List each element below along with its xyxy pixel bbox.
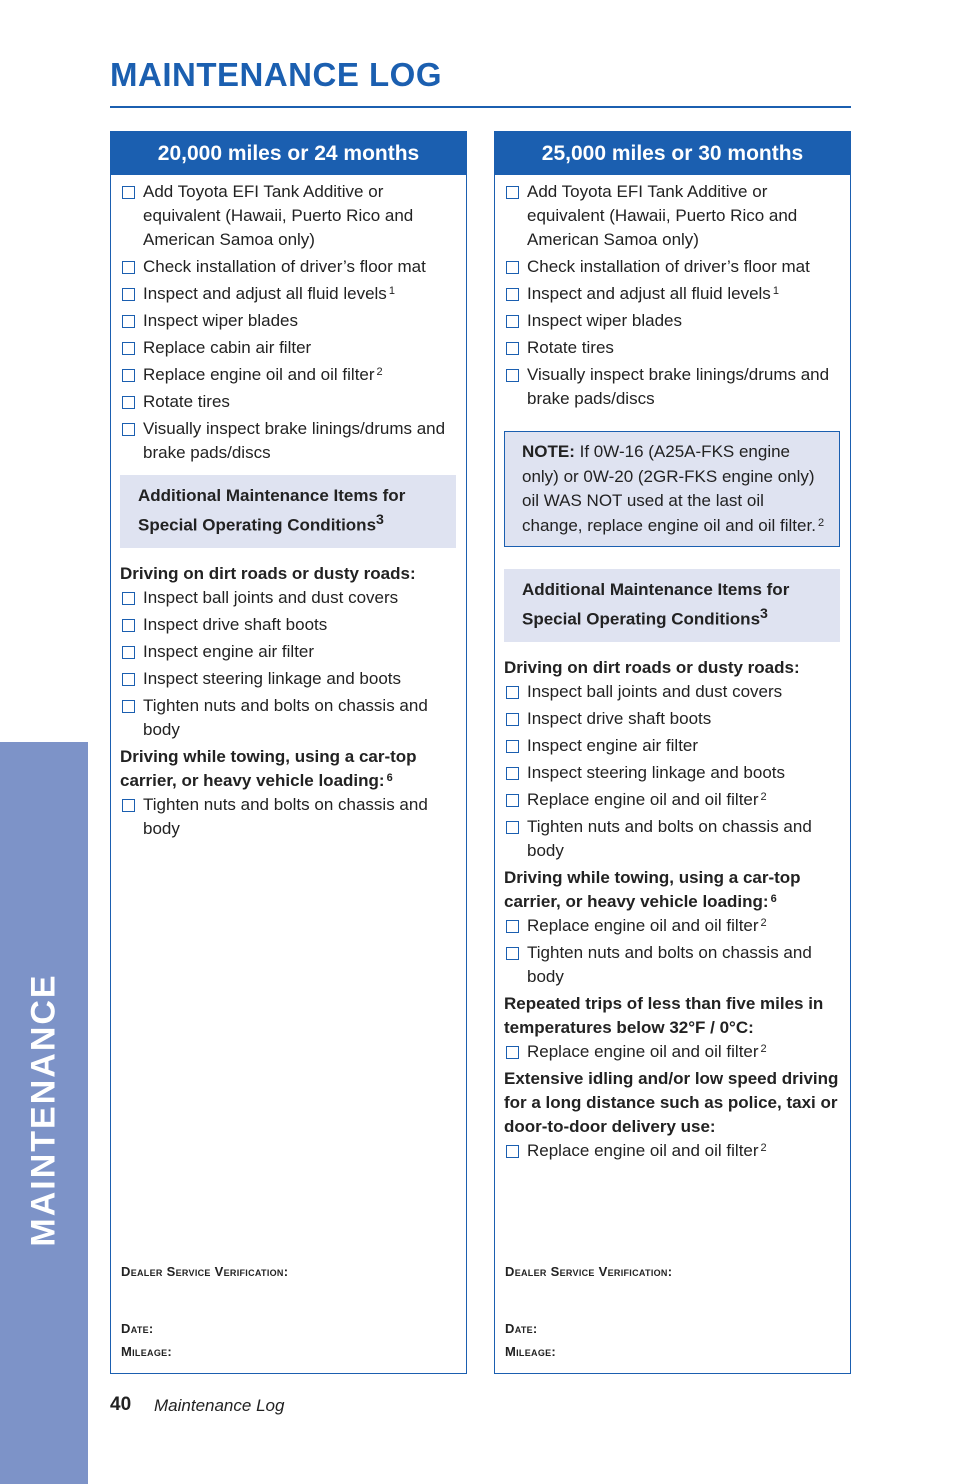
checkbox[interactable] bbox=[506, 686, 519, 699]
footnote-ref: 2 bbox=[817, 516, 825, 529]
item-text: Tighten nuts and bolts on chassis and body bbox=[527, 816, 812, 860]
footnote-ref: 3 bbox=[376, 512, 384, 528]
checklist-item bbox=[504, 1040, 840, 1064]
footnote-ref: 2 bbox=[376, 366, 383, 378]
condition-heading bbox=[504, 866, 840, 914]
panel-header: 20,000 miles or 24 months bbox=[111, 132, 466, 175]
checklist-item bbox=[504, 761, 840, 785]
checklist-item bbox=[120, 613, 456, 637]
dealer-verification-label: Dealer Service Verification: bbox=[505, 1264, 673, 1279]
checklist-item bbox=[504, 180, 840, 252]
checkbox[interactable] bbox=[506, 947, 519, 960]
page-title: MAINTENANCE LOG bbox=[110, 56, 442, 93]
item-text: Inspect drive shaft boots bbox=[527, 708, 712, 728]
special-conditions-box bbox=[504, 569, 840, 642]
item-text: Replace engine oil and oil filter bbox=[143, 365, 375, 384]
item-text: Visually inspect brake linings/drums and brake pads/discs bbox=[527, 365, 830, 408]
special-conditions-title: Additional Maintenance Items for Special Operating Conditions bbox=[138, 486, 406, 535]
checkbox[interactable] bbox=[506, 288, 519, 301]
footnote-ref: 6 bbox=[770, 892, 777, 905]
condition-heading-text: Driving while towing, using a car-top carrier, or heavy vehicle loading: bbox=[504, 867, 801, 911]
checkbox[interactable] bbox=[506, 767, 519, 780]
checklist-item bbox=[120, 282, 456, 306]
checklist-item bbox=[504, 914, 840, 938]
checkbox[interactable] bbox=[122, 342, 135, 355]
checklist-item bbox=[504, 680, 840, 704]
checklist-item bbox=[120, 309, 456, 333]
checklist-item bbox=[504, 282, 840, 306]
checklist-item bbox=[504, 255, 840, 279]
log-panel-25000 bbox=[494, 131, 851, 1374]
checklist-item bbox=[120, 255, 456, 279]
condition-heading bbox=[504, 1067, 840, 1139]
special-conditions-title: Additional Maintenance Items for Special Operating Conditions bbox=[522, 580, 790, 629]
checkbox[interactable] bbox=[122, 186, 135, 199]
checklist-item bbox=[504, 1139, 840, 1163]
condition-heading-text: Extensive idling and/or low speed driving for a long distance such as police, taxi or door-to-door delivery use: bbox=[504, 1068, 839, 1136]
item-text: Inspect ball joints and dust covers bbox=[527, 681, 783, 701]
checkbox[interactable] bbox=[506, 821, 519, 834]
item-text: Replace engine oil and oil filter bbox=[527, 789, 759, 809]
checkbox[interactable] bbox=[122, 700, 135, 713]
checklist-item bbox=[120, 180, 456, 252]
panel-body bbox=[111, 175, 466, 841]
checklist-item bbox=[120, 640, 456, 664]
item-text: Inspect engine air filter bbox=[143, 641, 315, 661]
item-text: Inspect engine air filter bbox=[527, 735, 699, 755]
footnote-ref: 1 bbox=[388, 285, 395, 297]
checkbox[interactable] bbox=[506, 342, 519, 355]
item-text: Inspect drive shaft boots bbox=[143, 614, 328, 634]
log-panel-20000 bbox=[110, 131, 467, 1374]
mileage-label: Mileage: bbox=[505, 1344, 557, 1359]
checklist-item bbox=[504, 941, 840, 989]
checkbox[interactable] bbox=[122, 369, 135, 382]
item-text: Add Toyota EFI Tank Additive or equivalent (Hawaii, Puerto Rico and American Samoa only) bbox=[143, 182, 414, 249]
checklist-item bbox=[504, 707, 840, 731]
item-text: Inspect wiper blades bbox=[143, 311, 298, 330]
checklist-item bbox=[120, 667, 456, 691]
footer-section-label: Maintenance Log bbox=[154, 1396, 285, 1415]
condition-heading bbox=[120, 562, 456, 586]
footnote-ref: 2 bbox=[760, 916, 767, 929]
note-box bbox=[504, 431, 840, 547]
footnote-ref: 2 bbox=[760, 790, 767, 803]
item-text: Replace engine oil and oil filter bbox=[527, 1041, 759, 1061]
checkbox[interactable] bbox=[506, 713, 519, 726]
item-text: Add Toyota EFI Tank Additive or equivalent (Hawaii, Puerto Rico and American Samoa only) bbox=[527, 182, 798, 249]
checkbox[interactable] bbox=[122, 646, 135, 659]
item-text: Rotate tires bbox=[527, 338, 614, 357]
date-label: Date: bbox=[121, 1321, 154, 1336]
checklist-item bbox=[504, 309, 840, 333]
note-label: NOTE: bbox=[522, 442, 575, 461]
checkbox[interactable] bbox=[506, 1145, 519, 1158]
checkbox[interactable] bbox=[506, 315, 519, 328]
checkbox[interactable] bbox=[506, 1046, 519, 1059]
item-text: Inspect wiper blades bbox=[527, 311, 682, 330]
page-number: 40 bbox=[110, 1394, 132, 1415]
side-tab-label: MAINTENANCE bbox=[24, 973, 63, 1247]
item-text: Inspect ball joints and dust covers bbox=[143, 587, 399, 607]
checkbox[interactable] bbox=[122, 619, 135, 632]
item-text: Rotate tires bbox=[143, 392, 230, 411]
checkbox[interactable] bbox=[506, 920, 519, 933]
panel-body bbox=[495, 175, 850, 1163]
panel-header: 25,000 miles or 30 months bbox=[495, 132, 850, 175]
item-text: Inspect steering linkage and boots bbox=[143, 668, 402, 688]
checkbox[interactable] bbox=[122, 261, 135, 274]
condition-heading-text: Repeated trips of less than five miles in temperatures below 32°F / 0°C: bbox=[504, 993, 824, 1037]
checkbox[interactable] bbox=[122, 423, 135, 436]
condition-heading bbox=[504, 992, 840, 1040]
note-text: If 0W-16 (A25A-FKS engine only) or 0W-20 (2GR-FKS engine only) oil WAS NOT used at the last oil change, replace engine oil and oil filter. bbox=[522, 442, 816, 535]
item-text: Inspect steering linkage and boots bbox=[527, 762, 786, 782]
footnote-ref: 1 bbox=[772, 285, 779, 297]
checkbox[interactable] bbox=[506, 369, 519, 382]
checkbox[interactable] bbox=[506, 186, 519, 199]
checkbox[interactable] bbox=[506, 261, 519, 274]
title-rule bbox=[110, 106, 851, 108]
checkbox[interactable] bbox=[506, 794, 519, 807]
checkbox[interactable] bbox=[122, 288, 135, 301]
mileage-label: Mileage: bbox=[121, 1344, 173, 1359]
item-text: Tighten nuts and bolts on chassis and body bbox=[143, 794, 428, 838]
item-text: Visually inspect brake linings/drums and brake pads/discs bbox=[143, 419, 446, 462]
item-text: Replace engine oil and oil filter bbox=[527, 915, 759, 935]
item-text: Replace engine oil and oil filter bbox=[527, 1140, 759, 1160]
condition-heading-text: Driving while towing, using a car-top carrier, or heavy vehicle loading: bbox=[120, 746, 417, 790]
checkbox[interactable] bbox=[122, 799, 135, 812]
condition-heading bbox=[120, 745, 456, 793]
item-text: Inspect and adjust all fluid levels bbox=[143, 284, 387, 303]
checkbox[interactable] bbox=[506, 740, 519, 753]
checklist-item bbox=[504, 815, 840, 863]
footnote-ref: 2 bbox=[760, 1141, 767, 1154]
item-text: Tighten nuts and bolts on chassis and body bbox=[527, 942, 812, 986]
checkbox[interactable] bbox=[122, 396, 135, 409]
condition-heading-text: Driving on dirt roads or dusty roads: bbox=[504, 657, 800, 677]
item-text: Check installation of driver’s floor mat bbox=[143, 257, 426, 276]
footnote-ref: 6 bbox=[386, 771, 393, 784]
footnote-ref: 3 bbox=[760, 606, 768, 622]
checkbox[interactable] bbox=[122, 592, 135, 605]
item-text: Replace cabin air filter bbox=[143, 338, 312, 357]
item-text: Inspect and adjust all fluid levels bbox=[527, 284, 771, 303]
checklist-item bbox=[120, 390, 456, 414]
checklist-item bbox=[120, 336, 456, 360]
checklist-item bbox=[120, 694, 456, 742]
checklist-item bbox=[120, 793, 456, 841]
special-conditions-box bbox=[120, 475, 456, 548]
checklist-item bbox=[120, 586, 456, 610]
condition-heading bbox=[504, 656, 840, 680]
checklist-item bbox=[120, 363, 456, 387]
checklist-item bbox=[120, 417, 456, 465]
condition-heading-text: Driving on dirt roads or dusty roads: bbox=[120, 563, 416, 583]
checkbox[interactable] bbox=[122, 673, 135, 686]
checklist-item bbox=[504, 363, 840, 411]
checklist-item bbox=[504, 336, 840, 360]
checklist-item bbox=[504, 734, 840, 758]
dealer-verification-label: Dealer Service Verification: bbox=[121, 1264, 289, 1279]
checkbox[interactable] bbox=[122, 315, 135, 328]
footnote-ref: 2 bbox=[760, 1042, 767, 1055]
item-text: Check installation of driver’s floor mat bbox=[527, 257, 810, 276]
date-label: Date: bbox=[505, 1321, 538, 1336]
item-text: Tighten nuts and bolts on chassis and body bbox=[143, 695, 428, 739]
checklist-item bbox=[504, 788, 840, 812]
